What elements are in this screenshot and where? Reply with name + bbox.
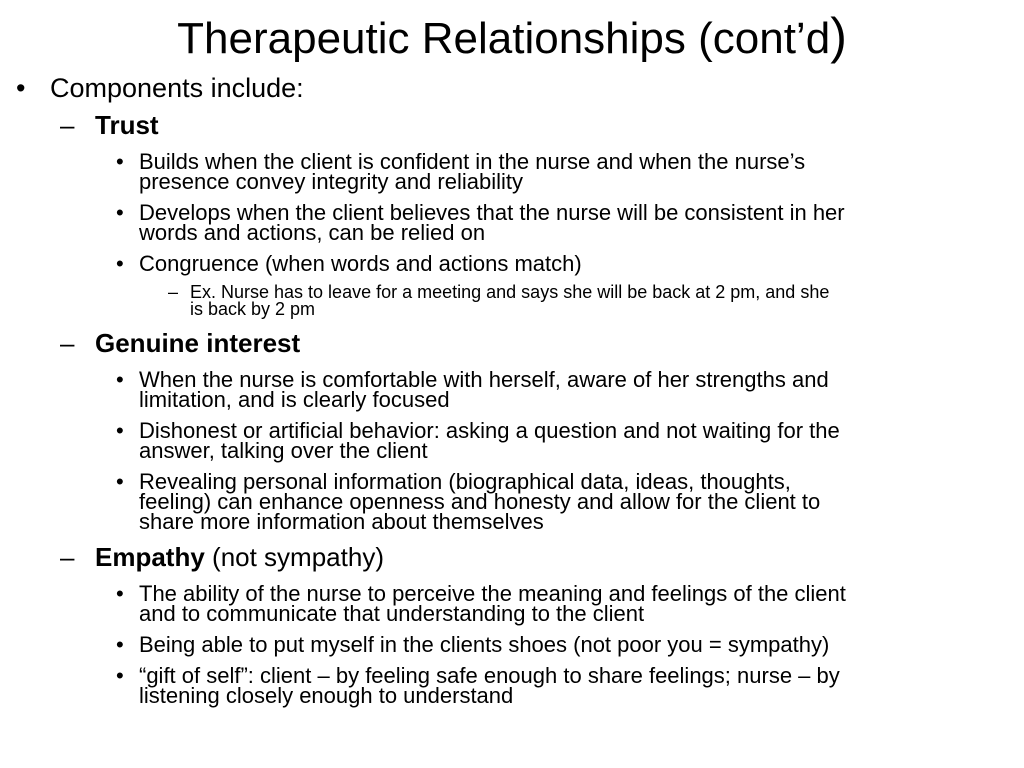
empathy-heading-row bbox=[0, 542, 1024, 573]
bullet-icon: • bbox=[116, 469, 124, 494]
slide-title-close-paren: ) bbox=[830, 8, 847, 64]
trust-item-line: presence convey integrity and reliability bbox=[139, 169, 523, 194]
genuine-interest-item-line: When the nurse is comfortable with herself, aware of her strengths and bbox=[139, 367, 829, 392]
dash-icon: – bbox=[60, 110, 75, 140]
bullet-icon: • bbox=[116, 367, 124, 392]
slide-title-text: Therapeutic Relationships (cont’d bbox=[177, 14, 831, 63]
empathy-item-line: The ability of the nurse to perceive the meaning and feelings of the client bbox=[139, 581, 846, 606]
components-label: Components include: bbox=[50, 73, 304, 103]
slide-title bbox=[0, 8, 1024, 67]
trust-item bbox=[0, 149, 1024, 194]
genuine-interest-item-line: Dishonest or artificial behavior: asking a question and not waiting for the bbox=[139, 418, 840, 443]
trust-item bbox=[0, 200, 1024, 245]
trust-item-line: Builds when the client is confident in the nurse and when the nurse’s bbox=[139, 149, 806, 174]
genuine-interest-item-line: answer, talking over the client bbox=[139, 438, 428, 463]
dash-icon: – bbox=[168, 282, 179, 302]
bullet-icon: • bbox=[116, 663, 124, 688]
trust-example-line: is back by 2 pm bbox=[190, 299, 316, 319]
empathy-item bbox=[0, 581, 1024, 626]
trust-item-line: Develops when the client believes that the nurse will be consistent in her bbox=[139, 200, 845, 225]
trust-item-line: words and actions, can be relied on bbox=[139, 220, 486, 245]
bullet-icon: • bbox=[116, 632, 124, 657]
trust-item bbox=[0, 251, 1024, 276]
genuine-interest-item bbox=[0, 418, 1024, 463]
bullet-icon: • bbox=[116, 149, 124, 174]
empathy-item-line: Being able to put myself in the clients shoes (not poor you = sympathy) bbox=[139, 632, 830, 657]
bullet-icon: • bbox=[116, 200, 124, 225]
bullet-icon: • bbox=[16, 73, 26, 103]
trust-heading-row bbox=[0, 110, 1024, 141]
empathy-heading-suffix: (not sympathy) bbox=[204, 542, 384, 572]
empathy-heading: Empathy bbox=[95, 542, 205, 572]
genuine-interest-heading-row bbox=[0, 328, 1024, 359]
genuine-interest-heading: Genuine interest bbox=[95, 328, 301, 358]
dash-icon: – bbox=[60, 542, 75, 572]
trust-heading: Trust bbox=[95, 110, 159, 140]
trust-example bbox=[0, 284, 1024, 318]
empathy-item-line: “gift of self”: client – by feeling safe enough to share feelings; nurse – by bbox=[139, 663, 840, 688]
empathy-item bbox=[0, 663, 1024, 708]
components-bullet bbox=[0, 72, 1024, 104]
genuine-interest-item-line: Revealing personal information (biographical data, ideas, thoughts, bbox=[139, 469, 791, 494]
trust-example-line: Ex. Nurse has to leave for a meeting and says she will be back at 2 pm, and she bbox=[190, 282, 830, 302]
empathy-item-line: listening closely enough to understand bbox=[139, 683, 514, 708]
empathy-item bbox=[0, 632, 1024, 657]
genuine-interest-item bbox=[0, 367, 1024, 412]
dash-icon: – bbox=[60, 328, 75, 358]
genuine-interest-item-line: limitation, and is clearly focused bbox=[139, 387, 450, 412]
empathy-item-line: and to communicate that understanding to the client bbox=[139, 601, 645, 626]
slide-body bbox=[0, 72, 1024, 706]
bullet-icon: • bbox=[116, 251, 124, 276]
bullet-icon: • bbox=[116, 581, 124, 606]
genuine-interest-item-line: feeling) can enhance openness and honesty and allow for the client to bbox=[139, 489, 821, 514]
bullet-icon: • bbox=[116, 418, 124, 443]
genuine-interest-item-line: share more information about themselves bbox=[139, 509, 544, 534]
trust-item-line: Congruence (when words and actions match) bbox=[139, 251, 582, 276]
genuine-interest-item bbox=[0, 469, 1024, 534]
